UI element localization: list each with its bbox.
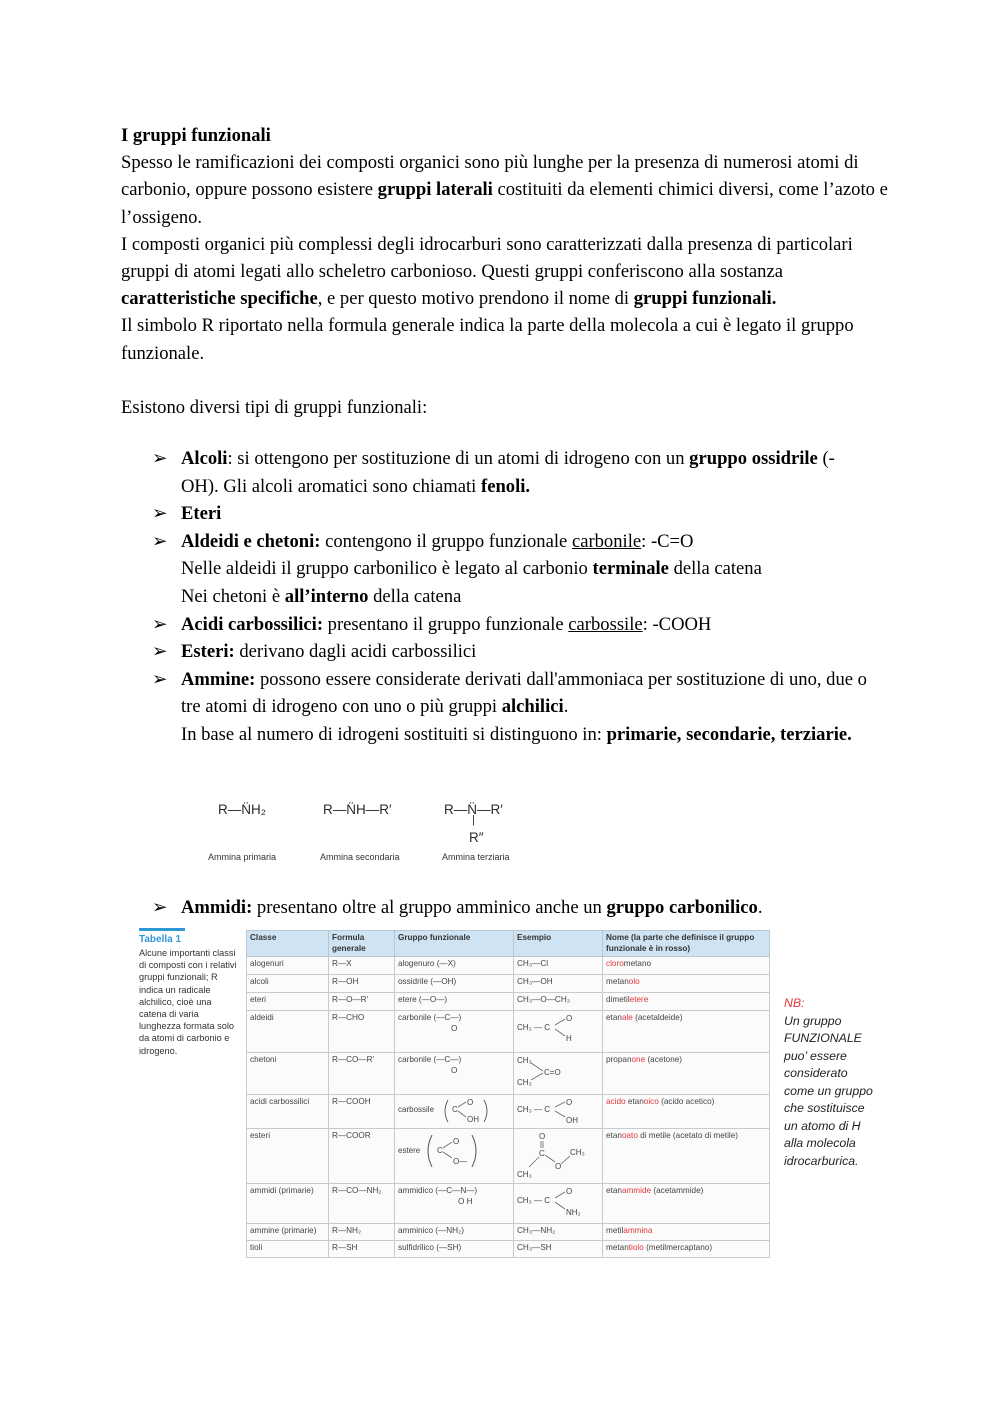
arrow-bullet-icon: ➢	[152, 641, 168, 663]
bold-text: caratteristiche specifiche	[121, 288, 318, 310]
cell-esempio: CH₃—Cl	[514, 957, 603, 975]
highlight-text: oato	[621, 1131, 638, 1140]
column-header: Formula generale	[329, 931, 395, 957]
text: .	[757, 897, 763, 918]
highlight-text: ammina	[623, 1226, 653, 1235]
text: costituiti da elementi chimici diversi, come l’azoto e l’ossigeno.	[121, 179, 888, 228]
atom-label: O—	[453, 1157, 468, 1166]
molecule-label: CH₃ — C	[517, 1196, 551, 1205]
item-name: Acidi carbossilici:	[181, 613, 324, 635]
table-caption-panel	[131, 928, 244, 1264]
double-bond-oxygen: O	[451, 1023, 458, 1033]
atom-label: O	[539, 1132, 546, 1141]
cell-classe: tioli	[247, 1241, 329, 1258]
arrow-bullet-icon: ➢	[152, 897, 168, 918]
cell-formula: R—NH₂	[329, 1224, 395, 1241]
acetamide-structure	[517, 1186, 587, 1218]
spacer	[121, 367, 891, 394]
highlight-text: oico	[643, 1097, 659, 1106]
column-header: Gruppo funzionale	[395, 931, 514, 957]
bold-text: all’interno	[284, 585, 369, 607]
arrow-bullet-icon: ➢	[152, 530, 168, 552]
cell-gruppo	[395, 1095, 514, 1129]
bold-text: gruppo carbonilico	[606, 897, 758, 918]
atom-label: C	[452, 1105, 458, 1114]
cell-nome	[603, 1011, 770, 1053]
cell-nome	[603, 1241, 770, 1258]
intro-paragraph-3: Il simbolo R riportato nella formula generale indica la parte della molecola a cui è legato il gruppo funzionale.	[121, 315, 854, 364]
highlight-text: one	[631, 1055, 646, 1064]
text: In base al numero di idrogeni sostituiti si distinguono in:	[181, 723, 607, 745]
bold-text: gruppi funzionali.	[633, 288, 777, 310]
column-header: Classe	[247, 931, 329, 957]
cell-formula: R—CO—NH₂	[329, 1184, 395, 1224]
atom-label: O	[467, 1098, 474, 1107]
table-caption-text: Alcune importanti classi di composti con i relativi gruppi funzionali; R indica un radicale alchilico, cioè una catena di varia lunghezza formata solo da atomi di carbonio e idrogeno.	[139, 948, 237, 1056]
highlight-text: tiolo	[628, 1243, 644, 1252]
cell-esempio: CH₃—O—CH₃	[514, 993, 603, 1011]
table-header-row	[247, 931, 770, 957]
ketone-structure	[517, 1055, 587, 1087]
text: della catena	[668, 558, 762, 580]
table-row	[247, 1053, 770, 1095]
atom-label: C=O	[544, 1068, 561, 1077]
aldehyde-structure	[517, 1013, 587, 1043]
text: dimetil	[606, 995, 630, 1004]
text: Nelle aldeidi il gruppo carbonilico è legato al carbonio	[181, 558, 593, 580]
list-item-acidi	[152, 611, 872, 639]
cell-nome	[603, 975, 770, 993]
cell-esempio	[514, 1053, 603, 1095]
cell-formula: R—CHO	[329, 1011, 395, 1053]
group-label: carbossile	[398, 1105, 435, 1114]
item-name: Aldeidi e chetoni:	[181, 530, 321, 552]
table-caption-title: Tabella 1	[139, 934, 182, 945]
methyl-acetate-structure	[517, 1131, 592, 1181]
intro-paragraph-2	[121, 231, 891, 313]
cell-nome	[603, 1129, 770, 1184]
cell-gruppo	[395, 1184, 514, 1224]
cell-gruppo: sulfidrilico (—SH)	[395, 1241, 514, 1258]
cell-classe: ammidi (primarie)	[247, 1184, 329, 1224]
cell-classe: aldeidi	[247, 1011, 329, 1053]
cell-gruppo: ossidrile (—OH)	[395, 975, 514, 993]
cell-gruppo: etere (—O—)	[395, 993, 514, 1011]
atom-label: O	[453, 1137, 460, 1146]
cell-formula: R—O—R′	[329, 993, 395, 1011]
text: presentano il gruppo funzionale	[323, 613, 569, 635]
text: : -C=O	[641, 530, 694, 552]
tertiary-amine-caption: Ammina terziaria	[442, 852, 510, 862]
molecule-label: CH₃	[570, 1148, 585, 1157]
atom-label: O	[555, 1162, 562, 1171]
underlined-text: carbonile	[571, 530, 642, 552]
cell-formula: R—CO—R′	[329, 1053, 395, 1095]
text: , e per questo motivo prendono il nome di	[317, 288, 634, 310]
table-row	[247, 993, 770, 1011]
column-header: Esempio	[514, 931, 603, 957]
table-row	[247, 1184, 770, 1224]
text: metan	[606, 977, 629, 986]
text: (metilmercaptano)	[643, 1243, 713, 1252]
text: : -COOH	[642, 613, 712, 635]
molecule-label: CH₃	[517, 1056, 532, 1065]
carboxyl-group-structure	[398, 1097, 503, 1125]
bold-text: gruppi laterali	[377, 179, 493, 201]
ester-group-structure	[398, 1131, 503, 1171]
tertiary-amine-formula: R—N̈—R′	[444, 802, 503, 817]
arrow-bullet-icon: ➢	[152, 613, 168, 635]
cell-formula: R—X	[329, 957, 395, 975]
bold-text: primarie, secondarie, terziarie.	[606, 723, 852, 745]
text: metan	[606, 1243, 629, 1252]
text: carbonile (—C—)	[398, 1013, 462, 1022]
cell-nome	[603, 957, 770, 975]
amines-figure	[200, 792, 530, 872]
text: (-OH). Gli alcoli aromatici sono chiamati	[181, 448, 835, 497]
text: metil	[606, 1226, 624, 1235]
text: etan	[625, 1097, 644, 1106]
text: (acetaldeide)	[632, 1013, 683, 1022]
bond-line: |	[472, 814, 475, 826]
table-row	[247, 975, 770, 993]
cell-classe: alcoli	[247, 975, 329, 993]
cell-esempio: CH₃—SH	[514, 1241, 603, 1258]
page-title: I gruppi funzionali	[121, 125, 271, 146]
list-item-alcoli	[152, 445, 872, 500]
list-item	[152, 894, 872, 921]
functional-groups-table-figure	[131, 928, 771, 1266]
text: etan	[606, 1013, 622, 1022]
bold-text: gruppo ossidrile	[689, 448, 818, 469]
cell-classe: ammine (primarie)	[247, 1224, 329, 1241]
highlight-text: ammide	[621, 1186, 652, 1195]
acetic-acid-structure	[517, 1097, 587, 1125]
cell-classe: eteri	[247, 993, 329, 1011]
cell-nome	[603, 1053, 770, 1095]
bold-text: terminale	[592, 558, 669, 580]
text: etan	[606, 1186, 622, 1195]
atom-label: O	[566, 1014, 573, 1023]
cell-nome	[603, 1224, 770, 1241]
item-name: Ammine:	[181, 668, 256, 690]
highlight-text: cloro	[606, 959, 624, 968]
cell-gruppo: alogenuro (—X)	[395, 957, 514, 975]
tertiary-amine-substituent: R″	[469, 830, 484, 845]
column-header: Nome (la parte che definisce il gruppo funzionale è in rosso)	[603, 931, 770, 957]
cell-gruppo	[395, 1053, 514, 1095]
text: carbonile (—C—)	[398, 1055, 462, 1064]
text: (acido acetico)	[658, 1097, 715, 1106]
list-item-esteri	[152, 638, 872, 666]
item-name: Eteri	[181, 503, 222, 525]
arrow-bullet-icon: ➢	[152, 668, 168, 690]
list-item-aldeidi-chetoni	[152, 528, 872, 611]
intro-section	[121, 122, 891, 421]
functional-groups-table	[246, 930, 770, 1258]
list-item-ammidi	[152, 894, 872, 921]
atom-label: OH	[467, 1115, 479, 1124]
text: della catena	[368, 585, 462, 607]
arrow-bullet-icon: ➢	[152, 503, 168, 525]
cell-classe: esteri	[247, 1129, 329, 1184]
text: propan	[606, 1055, 632, 1064]
text: (acetone)	[645, 1055, 683, 1064]
nb-text: Un gruppo FUNZIONALE puo’ essere considerato come un gruppo che sostituisce un atomo di H alla molecola idrocarburica.	[784, 1013, 873, 1168]
molecule-label: CH₃	[517, 1170, 532, 1179]
text: possono essere considerate derivati dall'ammoniaca per sostituzione di uno, due o tre atomi di idrogeno con uno o più gruppi	[181, 668, 867, 718]
cell-gruppo	[395, 1011, 514, 1053]
text: : si ottengono per sostituzione di un atomi di idrogeno con un	[227, 448, 690, 469]
text: Nei chetoni è	[181, 585, 285, 607]
text: di metile (acetato di metile)	[637, 1131, 738, 1140]
table-row	[247, 1095, 770, 1129]
highlight-text: olo	[628, 977, 640, 986]
text: I composti organici più complessi degli idrocarburi sono caratterizzati dalla presenza di particolari gruppi di atomi legati allo scheletro carbonioso. Questi gruppi conferiscono alla sostanza	[121, 233, 853, 283]
text: derivano dagli acidi carbossilici	[234, 641, 477, 663]
highlight-text: acido	[606, 1097, 626, 1106]
cell-classe: chetoni	[247, 1053, 329, 1095]
table-row	[247, 1011, 770, 1053]
cell-esempio: CH₃—NH₂	[514, 1224, 603, 1241]
arrow-bullet-icon: ➢	[152, 448, 168, 469]
cell-gruppo: amminico (—NH₂)	[395, 1224, 514, 1241]
cell-formula: R—COOH	[329, 1095, 395, 1129]
text: (acetammide)	[651, 1186, 704, 1195]
table-row	[247, 1129, 770, 1184]
intro-paragraph-4: Esistono diversi tipi di gruppi funzionali:	[121, 396, 428, 418]
cell-nome	[603, 1184, 770, 1224]
text: metano	[623, 959, 652, 968]
cell-esempio	[514, 1095, 603, 1129]
table-row	[247, 1224, 770, 1241]
double-bond-oxygen: O	[451, 1065, 458, 1075]
cell-formula: R—SH	[329, 1241, 395, 1258]
intro-paragraph-1	[121, 149, 891, 231]
cell-formula: R—COOR	[329, 1129, 395, 1184]
atom-label: H	[566, 1034, 572, 1043]
text: .	[563, 696, 569, 718]
nb-note	[784, 995, 880, 1170]
text: presentano oltre al gruppo amminico anche un	[252, 897, 607, 918]
cell-classe: alogenuri	[247, 957, 329, 975]
list-item-ammine	[152, 666, 872, 749]
accent-bar	[139, 928, 185, 931]
primary-amine-formula: R—N̈H₂	[218, 802, 266, 817]
text: Spesso le ramificazioni dei composti organici sono più lunghe per la presenza di numerosi atomi di carbonio, oppure possono esistere	[121, 152, 859, 201]
secondary-amine-formula: R—N̈H—R′	[323, 802, 392, 817]
primary-amine-caption: Ammina primaria	[208, 852, 277, 862]
cell-esempio	[514, 1129, 603, 1184]
bold-text: fenoli.	[481, 475, 531, 497]
table-row	[247, 957, 770, 975]
cell-gruppo	[395, 1129, 514, 1184]
substituent-labels: O H	[458, 1196, 473, 1206]
molecule-label: CH₃ — C	[517, 1023, 551, 1032]
molecule-label: CH₃	[517, 1078, 532, 1087]
atom-label: C	[539, 1149, 545, 1158]
item-name: Ammidi:	[181, 897, 253, 918]
cell-classe: acidi carbossilici	[247, 1095, 329, 1129]
list-item-eteri	[152, 500, 872, 528]
nb-title: NB:	[784, 996, 805, 1010]
table-row	[247, 1241, 770, 1258]
underlined-text: carbossile	[568, 613, 643, 635]
highlight-text: etere	[629, 995, 649, 1004]
item-name: Esteri:	[181, 641, 235, 663]
atom-label: O	[566, 1098, 573, 1107]
highlight-text: ale	[621, 1013, 633, 1022]
cell-nome	[603, 1095, 770, 1129]
cell-esempio: CH₃—OH	[514, 975, 603, 993]
atom-label: O	[566, 1187, 573, 1196]
cell-nome	[603, 993, 770, 1011]
cell-esempio	[514, 1184, 603, 1224]
molecule-label: CH₃ — C	[517, 1105, 551, 1114]
cell-formula: R—OH	[329, 975, 395, 993]
atom-label: OH	[566, 1116, 578, 1125]
functional-groups-list	[152, 445, 872, 749]
atom-label: NH₂	[566, 1208, 581, 1217]
bold-text: alchilici	[501, 696, 564, 718]
text: etan	[606, 1131, 622, 1140]
item-name: Alcoli	[181, 448, 228, 469]
atom-label: C	[437, 1146, 443, 1155]
secondary-amine-caption: Ammina secondaria	[320, 852, 400, 862]
group-label: estere	[398, 1146, 421, 1155]
text: contengono il gruppo funzionale	[320, 530, 572, 552]
text: ammidico (—C—N—)	[398, 1186, 478, 1195]
cell-esempio	[514, 1011, 603, 1053]
